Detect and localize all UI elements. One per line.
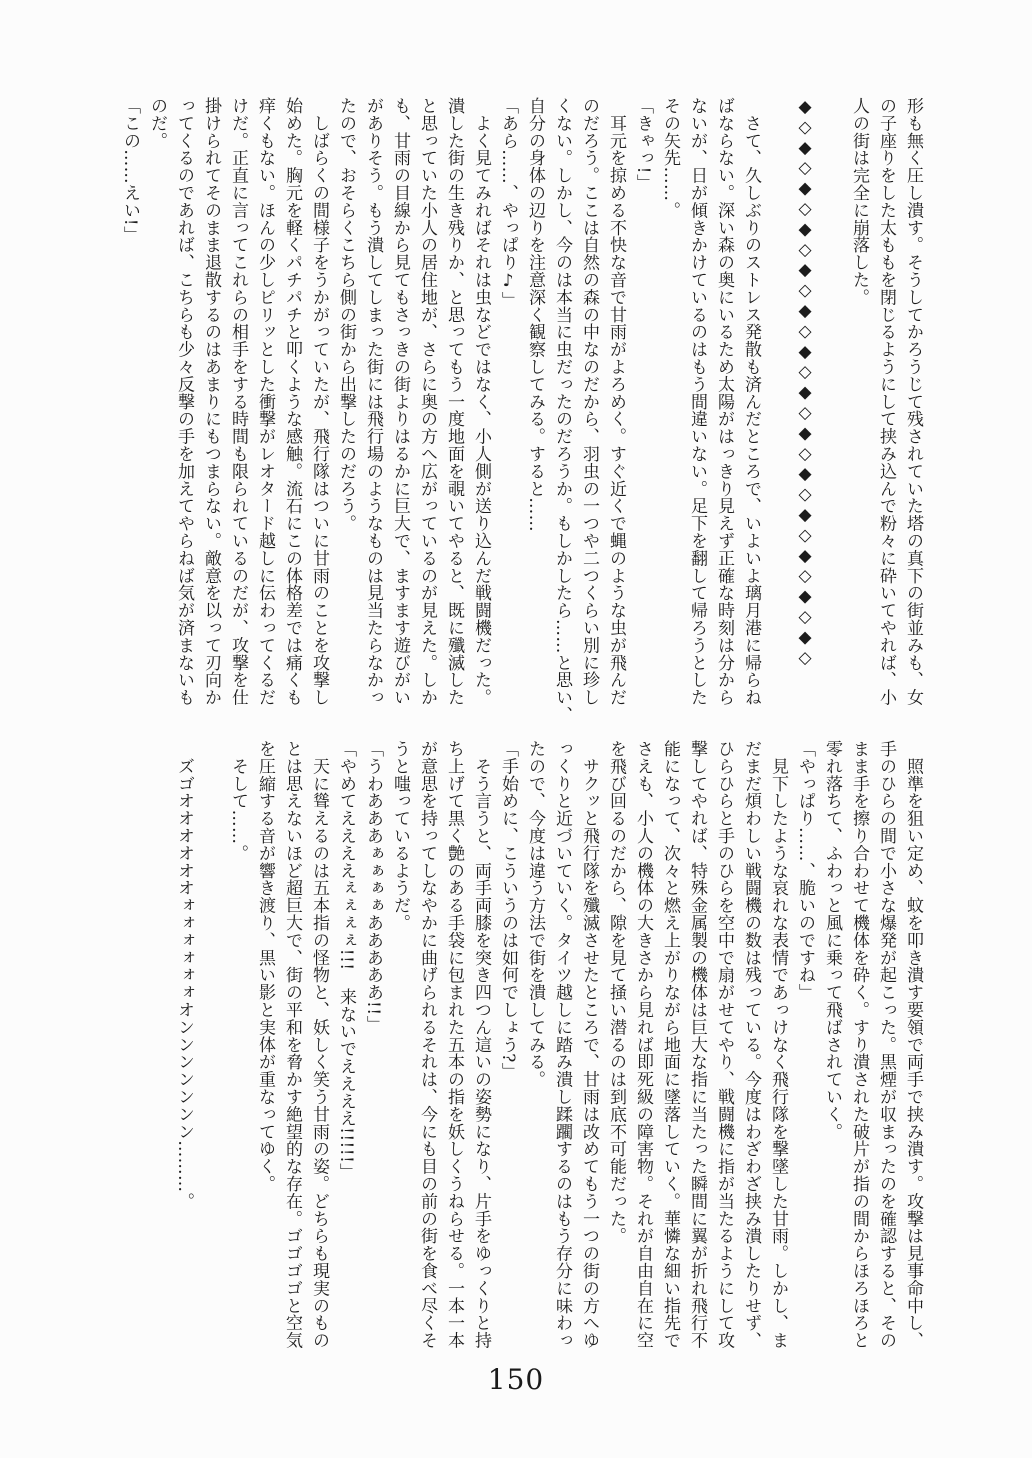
- text-column: 痒くもない。ほんの少しピリッとした衝撃がレオタード越しに伝わってくるだ: [255, 97, 275, 706]
- text-column: たので、今度は違う方法で街を潰してみる。: [525, 740, 545, 1088]
- text-column: 「この……えい!」: [120, 97, 140, 244]
- text-column: 耳元を掠める不快な音で甘雨がよろめく。すぐ近くで蝿のような虫が飛んだ: [606, 97, 626, 706]
- text-column: ないが、日が傾きかけているのはもう間違いない。足下を翻して帰ろうとした: [687, 97, 707, 706]
- text-column: たので、おそらくこちら側の街から出撃したのだろう。: [336, 97, 356, 532]
- blank-column: [197, 740, 224, 1372]
- text-column: 「あら……、やっぱり♪」: [498, 97, 518, 309]
- blank-column: [818, 97, 845, 729]
- text-column: さて、久しぶりのストレス発散も済んだところで、いよいよ璃月港に帰らね: [741, 97, 761, 706]
- text-column: ち上げて黒く艶のある手袋に包まれた五本の指を妖しくうねらせる。一本一本: [444, 740, 464, 1349]
- text-column: 人の街は完全に崩落した。: [849, 97, 869, 306]
- text-column: サクッと飛行隊を殲滅させたところで、甘雨は改めてもう一つの街の方へゆ: [579, 740, 599, 1349]
- text-column: 能になって、次々と燃え上がりながら地面に墜落していく。華憐な細い指先で: [660, 740, 680, 1349]
- text-column: も、甘雨の目線から見てもさっきの街よりはるかに巨大で、ますます遊びがい: [390, 97, 410, 706]
- text-column: くない。しかし、今のは本当に虫だったのだろうか。もしかしたら……と思い、: [552, 97, 572, 724]
- text-column: のだ。: [147, 97, 167, 150]
- text-column: しばらくの間様子をうかがっていたが、飛行隊はついに甘雨のことを攻撃し: [309, 97, 329, 706]
- text-column: 始めた。胸元を軽くパチパチと叩くような感触。流石にこの体格差では痛くも: [282, 97, 302, 706]
- text-column: だまだ煩わしい戦闘機の数は残っている。今度はわざわざ挟み潰したりせず、: [741, 740, 761, 1349]
- text-column: 手のひらの間で小さな爆発が起こった。黒煙が収まったのを確認すると、その: [876, 740, 896, 1349]
- text-column: とは思えないほど超巨大で、街の平和を脅かす絶望的な存在。ゴゴゴゴと空気: [282, 740, 302, 1349]
- text-column: 掛けられてそのまま退散するのはあまりにもつまらない。敵意を以って刃向か: [201, 97, 221, 706]
- text-column: 撃してやれば、特殊金属製の機体は巨大な指に当たった瞬間に翼が折れ飛行不: [687, 740, 707, 1349]
- page-number: 150: [487, 1363, 545, 1396]
- text-column: 「きゃっ!」: [633, 97, 653, 192]
- text-column: さえも、小人の機体の大きさから見れば即死級の障害物。それが自由自在に空: [633, 740, 653, 1349]
- blank-column: [764, 97, 791, 729]
- text-column: 自分の身体の辺りを注意深く観察してみる。すると……: [525, 97, 545, 532]
- text-column: 零れ落ちて、ふわっと風に乗って飛ばされていく。: [822, 740, 842, 1141]
- text-column: けだ。正直に言ってこれらの相手をする時間も限られているのだが、攻撃を仕: [228, 97, 248, 706]
- text-column: の子座りをした太ももを閉じるようにして挟み込んで粉々に砕いてやれば、小: [876, 97, 896, 706]
- text-column: 「手始めに、こういうのは如何でしょう?」: [498, 740, 518, 1081]
- text-column: 潰した街の生き残りか、と思ってもう一度地面を覗いてやると、既に殲滅した: [444, 97, 464, 706]
- text-column: ってくるのであれば、こちらも少々反撃の手を加えてやらねば気が済まないも: [174, 97, 194, 706]
- text-column: が意思を持ってしなやかに曲げられるそれは、今にも目の前の街を食べ尽くそ: [417, 740, 437, 1349]
- text-column: よく見てみればそれは虫などではなく、小人側が送り込んだ戦闘機だった。: [471, 97, 491, 706]
- text-column: を飛び回るのだから、隙を見て掻い潜るのは到底不可能だった。: [606, 740, 626, 1245]
- text-column: と思っていた小人の居住地が、さらに奥の方へ広がっているのが見えた。しか: [417, 97, 437, 706]
- diamond-divider: ◆◇◆◇◆◇◆◇◆◇◆◇◆◇◆◇◆◇◆◇◆◇◆◇◆◇◆◇: [795, 97, 815, 669]
- text-column: ズゴオオオオオオォォォォォォオンンンンンンン………。: [174, 740, 194, 1210]
- bottom-text-block: [170, 740, 926, 1372]
- text-column: 照準を狙い定め、蚊を叩き潰す要領で両手で挟み潰す。攻撃は見事命中し、: [903, 740, 923, 1349]
- text-column: っくりと近づいていく。タイツ越しに踏み潰し蹂躙するのはもう存分に味わっ: [552, 740, 572, 1349]
- text-column: まま手を擦り合わせて機体を砕く。すり潰された破片が指の間からほろほろと: [849, 740, 869, 1349]
- text-column: うと嗤っているようだ。: [390, 740, 410, 932]
- text-column: 形も無く圧し潰す。そうしてかろうじて残されていた塔の真下の街並みも、女: [903, 97, 923, 706]
- text-column: のだろう。ここは自然の森の中なのだから、羽虫の一つや二つくらい別に珍し: [579, 97, 599, 706]
- text-column: を圧縮する音が響き渡り、黒い影と実体が重なってゆく。: [255, 740, 275, 1193]
- text-column: がありそう。もう潰してしまった街には飛行場のようなものは見当たらなかっ: [363, 97, 383, 706]
- text-column: 「うわあああぁぁぁぁあああああ!!」: [363, 740, 383, 1033]
- top-text-block: [116, 97, 926, 729]
- text-column: そして……。: [228, 740, 248, 862]
- text-column: 見下したような哀れな表情であっけなく飛行隊を撃墜した甘雨。しかし、ま: [768, 740, 788, 1349]
- text-column: ひらひらと手のひらを空中で扇がせてやり、戦闘機に指が当たるようにして攻: [714, 740, 734, 1349]
- text-column: ばならない。深い森の奥にいるため太陽がはっきり見えず正確な時刻は分から: [714, 97, 734, 706]
- text-column: 天に聳えるのは五本指の怪物と、妖しく笑う甘雨の姿。どちらも現実のもの: [309, 740, 329, 1349]
- text-column: そう言うと、両手両膝を突き四つん這いの姿勢になり、片手をゆっくりと持: [471, 740, 491, 1349]
- text-column: 「やっぱり……、脆いのですね」: [795, 740, 815, 1001]
- text-column: 「やめてええええぇぇぇぇ!!! 来ないでええええ!!!!!」: [336, 740, 356, 1181]
- text-column: その矢先……。: [660, 97, 680, 219]
